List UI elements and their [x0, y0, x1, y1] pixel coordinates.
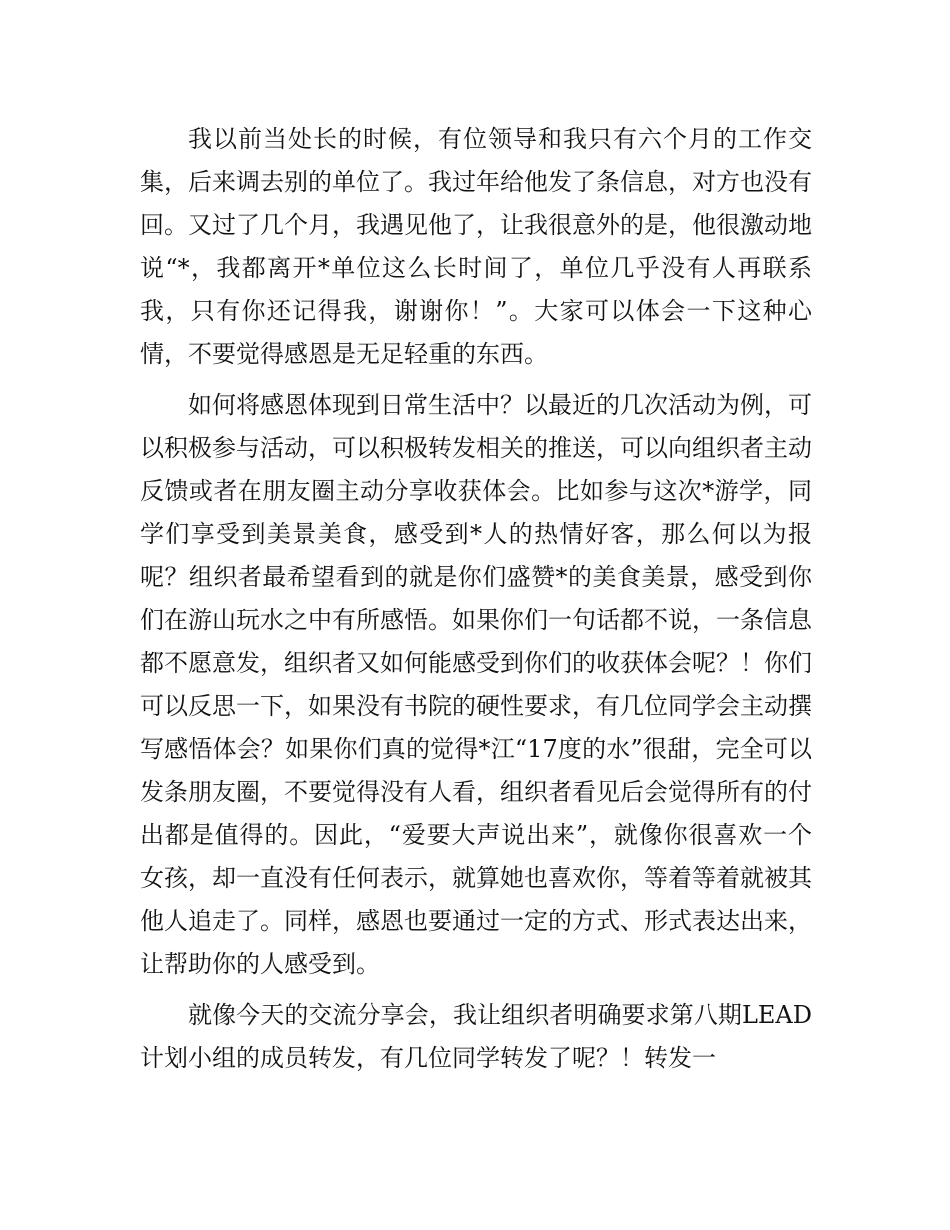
document-body	[140, 118, 812, 1088]
paragraph-3: 就像今天的交流分享会，我让组织者明确要求第八期LEAD计划小组的成员转发，有几位同学转发了呢？！转发一	[140, 1001, 812, 1072]
paragraph-1: 我以前当处长的时候，有位领导和我只有六个月的工作交集，后来调去别的单位了。我过年给他发了条信息，对方也没有回。又过了几个月，我遇见他了，让我很意外的是，他很激动地说“*，我都离开*单位这么长时间了，单位几乎没有人再联系我，只有你还记得我，谢谢你！”。大家可以体会一下这种心情，不要觉得感恩是无足轻重的东西。	[140, 125, 812, 368]
paragraph-2: 如何将感恩体现到日常生活中？以最近的几次活动为例，可以积极参与活动，可以积极转发相关的推送，可以向组织者主动反馈或者在朋友圈主动分享收获体会。比如参与这次*游学，同学们享受到美景美食，感受到*人的热情好客，那么何以为报呢？组织者最希望看到的就是你们盛赞*的美食美景，感受到你们在游山玩水之中有所感悟。如果你们一句话都不说，一条信息都不愿意发，组织者又如何能感受到你们的收获体会呢？！你们可以反思一下，如果没有书院的硬性要求，有几位同学会主动撰写感悟体会？如果你们真的觉得*江“17度的水”很甜，完全可以发条朋友圈，不要觉得没有人看，组织者看见后会觉得所有的付出都是值得的。因此，“爱要大声说出来”，就像你很喜欢一个女孩，却一直没有任何表示，就算她也喜欢你，等着等着就被其他人追走了。同样，感恩也要通过一定的方式、形式表达出来，让帮助你的人感受到。	[140, 391, 812, 978]
